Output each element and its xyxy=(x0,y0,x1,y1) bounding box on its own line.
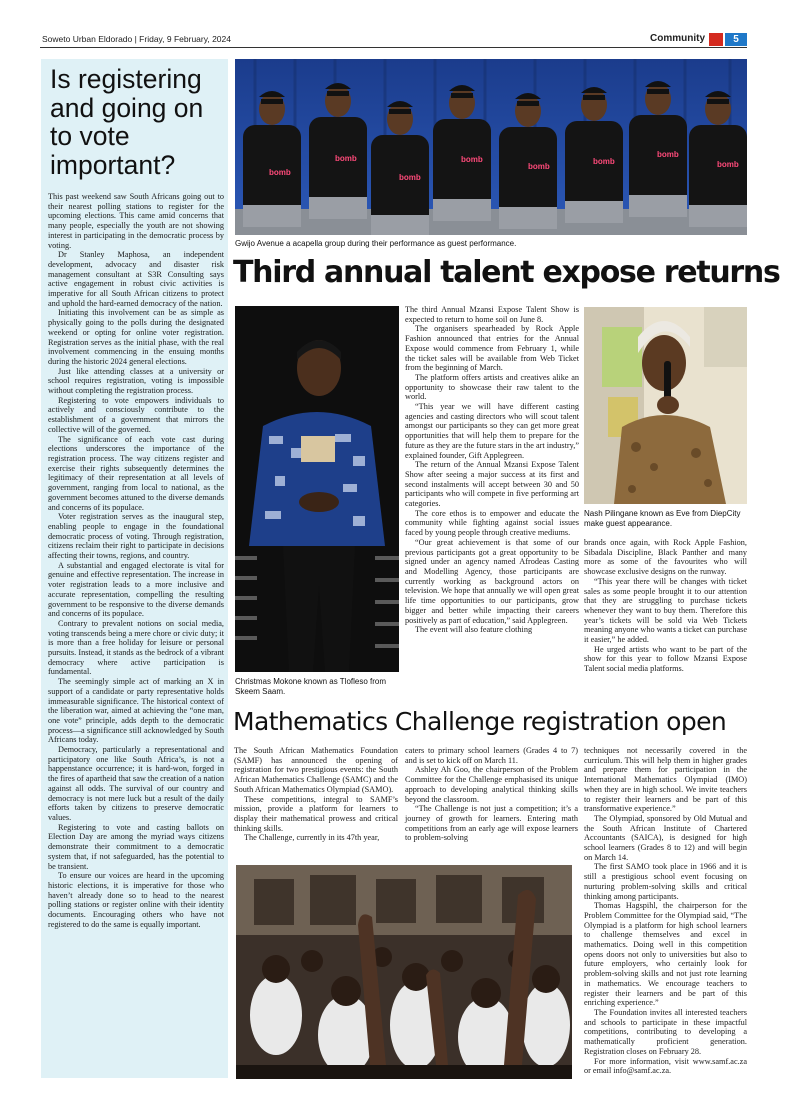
article-paragraph: The platform offers artists and creatives alike an opportunity to showcase their raw talent to the world. xyxy=(405,372,579,402)
talent-headline: Third annual talent expose returns xyxy=(233,255,780,290)
sidebar-paragraph: Registering to vote empowers individuals to actively and consciously contribute to the establishment of a government that mirrors the collective will of the governed. xyxy=(48,395,224,434)
shirt-logo: bomb xyxy=(717,160,739,169)
article-paragraph: The core ethos is to empower and educate the community while fighting against social issues faced by young people through creative mediums. xyxy=(405,508,579,538)
acapella-group-photo xyxy=(235,59,747,235)
section-accent-box xyxy=(709,33,723,46)
classroom-learners-photo xyxy=(236,865,572,1079)
sidebar-paragraph: Initiating this involvement can be as simple as physically going to the polls during the designated weekend or opting for online voter registration. Registration serves as the initial phase, with the real involvement commencing in the ensuing months during the historic 2024 general elections. xyxy=(48,308,224,366)
sidebar-body xyxy=(48,192,224,929)
article-paragraph: The return of the Annual Mzansi Expose Talent Show after seeing a major success at its first and second instalments will accept between 30 and 50 participants who will compete in five performing art categories. xyxy=(405,460,579,509)
shirt-logo: bomb xyxy=(593,157,615,166)
talent-column-2 xyxy=(584,538,747,674)
article-paragraph: The first SAMO took place in 1966 and it is still a prestigious school event focusing on nurturing problem-solving skills and critical thinking among participants. xyxy=(584,862,747,901)
article-paragraph: For more information, visit www.samf.ac.za or email info@samf.ac.za. xyxy=(584,1056,747,1076)
right-photo-caption: Nash Pilingane known as Eve from DiepCity make guest appearance. xyxy=(584,509,741,528)
page-header xyxy=(40,33,747,48)
publication-line: Soweto Urban Eldorado | Friday, 9 February, 2024 xyxy=(42,34,231,44)
article-paragraph: The South African Mathematics Foundation (SAMF) has announced the opening of registration for two prestigious events: the South African Mathematics Challenge (SAMC) and the South African Mathematics Olympiad (SAMO). xyxy=(234,746,398,794)
article-paragraph: “This year we will have different casting agencies and casting directors who will scout talent amongst our participants so they can get more great opportunities that will help them to prepare for the future as they are the future stars in the art industry,” explained founder, Gift Applegreen. xyxy=(405,402,579,460)
sidebar-paragraph: Registering to vote and casting ballots on Election Day are among the myriad ways citizens demonstrate their commitment to a democratic system that, if not safeguarded, has the potential to be transient. xyxy=(48,822,224,871)
nash-pilingane-illustration xyxy=(584,307,747,504)
sidebar-paragraph: Voter registration serves as the inaugural step, enabling people to engage in the foundational democratic process of voting. Through registration, citizens reclaim their right to participate in decisions affecting their towns, regions, and country. xyxy=(48,512,224,561)
article-paragraph: The event will also feature clothing xyxy=(415,625,533,635)
article-paragraph: The Foundation invites all interested teachers and schools to participate in these impactful competitions, contributing to developing a mathematically proficient generation. Registration closes on February 28. xyxy=(584,1007,747,1056)
classroom-learners-illustration xyxy=(236,865,572,1079)
sidebar-paragraph: A substantial and engaged electorate is vital for genuine and effective representation. The increase in voter registration leads to a more inclusive and accurate representation, compelling the resulting government to be responsive to the diverse demands and concerns of its populace. xyxy=(48,560,224,619)
article-paragraph: The third Annual Mzansi Expose Talent Show is expected to return to home soil on June 8. xyxy=(405,305,579,324)
article-paragraph: The organisers spearheaded by Rock Apple Fashion announced that entries for the Annual Expose would commence from February 1, while the ticket sales will be available from Web Ticket from the beginning of March. xyxy=(405,324,579,373)
shirt-logo: bomb xyxy=(528,162,550,171)
shirt-logo: bomb xyxy=(657,150,679,159)
article-paragraph: The Olympiad, sponsored by Old Mutual and the South African Institute of Chartered Accountants (SAICA), is designed for high school learners (Grades 8 to 12) and will begin on March 14. xyxy=(584,813,747,862)
article-paragraph: These competitions, integral to SAMF’s mission, provide a platform for learners to display their mathematical prowess and critical thinking skills. xyxy=(234,794,398,833)
top-photo-caption: Gwijo Avenue a acapella group during their performance as guest performance. xyxy=(235,239,517,248)
shirt-logo: bomb xyxy=(335,154,357,163)
opinion-sidebar xyxy=(41,59,228,1078)
left-photo-caption: Christmas Mokone known as Tlofleso from Skeem Saam. xyxy=(235,677,387,696)
sidebar-paragraph: Just like attending classes at a university or school requires registration, voting is impossible without completing the registration process. xyxy=(48,366,224,396)
christmas-mokone-photo xyxy=(235,306,399,672)
section-label: Community xyxy=(650,33,705,44)
article-paragraph: “The Challenge is not just a competition; it’s a journey of growth for learners. Entering math competitions from an early age will expose learners to problem-solving xyxy=(405,804,578,843)
sidebar-paragraph: This past weekend saw South Africans going out to their nearest polling stations to register for the upcoming elections. This came amid concerns that many people, especially the youth are not showing interest in participating in the democratic process by voting. xyxy=(48,192,224,250)
sidebar-paragraph: Contrary to prevalent notions on social media, voting transcends being a mere chore or civic duty; it is more than a free holiday for leisure or personal pursuits. Instead, it stands as the bedrock of a vibrant democracy where active participation is fundamental. xyxy=(48,618,224,677)
maths-headline: Mathematics Challenge registration open xyxy=(233,707,727,736)
christmas-mokone-illustration xyxy=(235,306,399,672)
sidebar-paragraph: The significance of each vote cast during elections underscores the importance of the registration process. The way citizens register and exercise their rights subsequently determines the legitimacy of their representation at all levels of government, ranging from local to national, as the government becomes attuned to the diverse demands and concerns of its populace. xyxy=(48,434,224,512)
shirt-logo: bomb xyxy=(399,173,421,182)
sidebar-paragraph: Democracy, particularly a representational and participatory one like South Africa’s, is not a happenstance occurrence; it is hard-won, forged in the fires of apartheid that saw the creation of a nation against all odds. The survival of our country and democracy is not mere luck but a result of the daily efforts taken by citizens to preserve democratic values. xyxy=(48,745,224,822)
article-paragraph: techniques not necessarily covered in the curriculum. This will help them in higher grades and prepare them for participation in the International Mathematics Olympiad (IMO) when they are in high school. We invite teachers to register their learners and be part of this transformative experience.” xyxy=(584,746,747,814)
sidebar-paragraph: To ensure our voices are heard in the upcoming historic elections, it is imperative for those who haven’t already done so to head to the nearest polling stations or register online with their identity documents. Encouraging others who have not registered to do the same is equally important. xyxy=(48,871,224,929)
maths-column-2 xyxy=(405,746,578,843)
maths-column-3 xyxy=(584,746,747,1076)
article-paragraph: “This year there will be changes with ticket sales as some people brought it to our attention that they are struggling to purchase tickets whenever they want to buy them. Therefore this year’s tickets will be sold via Web Tickets meaning anyone who wants a ticket can purchase it easier,” he added. xyxy=(584,576,747,645)
page-number: 5 xyxy=(725,33,747,46)
nash-pilingane-photo xyxy=(584,307,747,504)
article-paragraph: caters to primary school learners (Grades 4 to 7) and is set to kick off on March 11. xyxy=(405,746,578,765)
sidebar-title: Is registering and going on to vote important? xyxy=(50,64,204,180)
shirt-logo: bomb xyxy=(269,168,291,177)
talent-column-1 xyxy=(405,305,579,635)
sidebar-paragraph: The seemingly simple act of marking an X in support of a candidate or party representative holds immeasurable significance. The historical context of the liberation war, aimed at achieving the “one man, one vote” principle, adds depth to the democratic process—a significance still acknowledged by South Africans today. xyxy=(48,677,224,745)
article-paragraph: He urged artists who want to be part of the show for this year to follow Mzansi Expose Talent social media platforms. xyxy=(584,644,747,674)
article-paragraph: brands once again, with Rock Apple Fashion, Sibadala Discipline, Black Panther and many more as some of the favourites who will showcase exclusive designs on the runway. xyxy=(584,538,747,577)
article-paragraph: Ashley Ah Goo, the chairperson of the Problem Committee for the Challenge emphasised its unique approach to developing analytical thinking skills beyond the classroom. xyxy=(405,765,578,804)
article-paragraph: “Our great achievement is that some of our previous participants got a great opportunity to be signed under an agency named Afrodeas Casting and Modelling Agency, those participants are currently working as background actors on television. We hope that annually we will open great life time opportunities to our participants, grow bigger and better while impacting their careers positively as part of education,” said Applegreen. xyxy=(405,537,579,625)
acapella-group-illustration xyxy=(235,59,747,235)
shirt-logo: bomb xyxy=(461,155,483,164)
maths-column-1 xyxy=(234,746,398,843)
article-paragraph: Thomas Hagspihl, the chairperson for the Problem Committee for the Olympiad said, “The Olympiad is a platform for high school learners to challenge themselves and excel in mathematics. Doing well in this competition opens doors not only to universities but also to future employers, who certainly look for problem-solving skills and not just rote learning in mathematics. We encourage teachers to register their learners and be part of this enriching experience.” xyxy=(584,901,747,1008)
article-paragraph: The Challenge, currently in its 47th year, xyxy=(244,833,380,843)
sidebar-paragraph: Dr Stanley Maphosa, an independent development, advocacy and disaster risk management consultant at S3R Consulting says active engagement in robust civic activities is imperative for all South African citizens to protect and uphold the hard-earned democracy of the nation. xyxy=(48,250,224,308)
